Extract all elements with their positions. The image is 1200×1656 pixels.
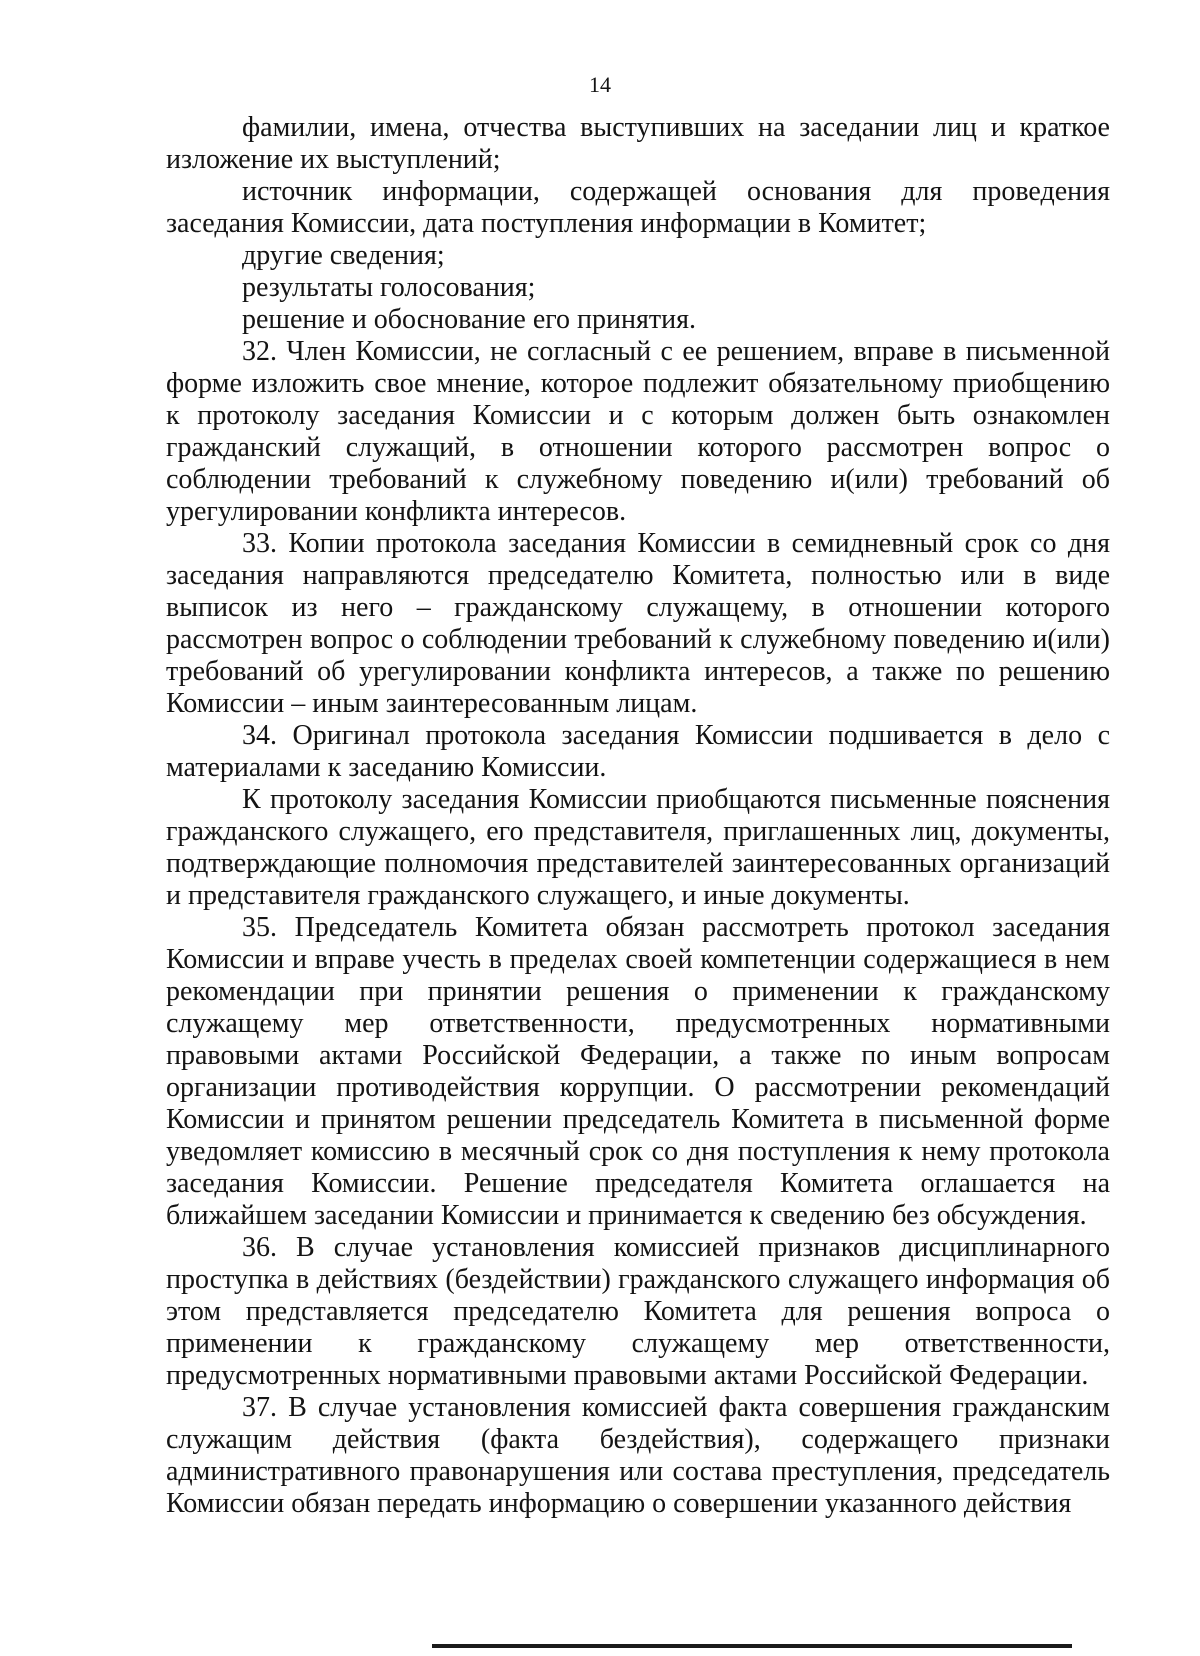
paragraph-decision: решение и обоснование его принятия. bbox=[242, 304, 696, 335]
paragraph-vote-results: результаты голосования; bbox=[242, 272, 536, 303]
document-body bbox=[166, 112, 1110, 1520]
paragraph-item-32: 32. Член Комиссии, не согласный с ее решением, вправе в письменной форме изложить свое мнение, которое подлежит обязательному приобщению к протоколу заседания Комиссии и с которым должен быть ознакомлен гражданский служащий, в отношении которого рассмотрен вопрос о соблюдении требований к служебному поведению и(или) требований об урегулировании конфликта интересов. bbox=[166, 336, 1110, 527]
paragraph-item-33: 33. Копии протокола заседания Комиссии в семидневный срок со дня заседания направляются председателю Комитета, полностью или в виде выписок из него – гражданскому служащему, в отношении которого рассмотрен вопрос о соблюдении требований к служебному поведению и(или) требований об урегулировании конфликта интересов, а также по решению Комиссии – иным заинтересованным лицам. bbox=[166, 528, 1110, 719]
paragraph-other-info: другие сведения; bbox=[242, 240, 445, 271]
paragraph-item-35: 35. Председатель Комитета обязан рассмотреть протокол заседания Комиссии и вправе учесть в пределах своей компетенции содержащиеся в нем рекомендации при принятии решения о применении к гражданскому служащему мер ответственности, предусмотренных нормативными правовыми актами Российской Федерации, а также по иным вопросам организации противодействия коррупции. О рассмотрении рекомендаций Комиссии и принятом решении председатель Комитета в письменной форме уведомляет комиссию в месячный срок со дня поступления к нему протокола заседания Комиссии. Решение председателя Комитета оглашается на ближайшем заседании Комиссии и принимается к сведению без обсуждения. bbox=[166, 912, 1110, 1231]
paragraph-item-37: 37. В случае установления комиссией факта совершения гражданским служащим действия (факта бездействия), содержащего признаки административного правонарушения или состава преступления, председатель Комиссии обязан передать информацию о совершении указанного действия bbox=[166, 1392, 1110, 1519]
bottom-scan-edge bbox=[432, 1644, 1072, 1648]
paragraph-item-36: 36. В случае установления комиссией признаков дисциплинарного проступка в действиях (бездействии) гражданского служащего информация об этом представляется председателю Комитета для решения вопроса о применении к гражданскому служащему мер ответственности, предусмотренных нормативными правовыми актами Российской Федерации. bbox=[166, 1232, 1110, 1391]
paragraph-info-source: источник информации, содержащей основания для проведения заседания Комиссии, дата поступления информации в Комитет; bbox=[166, 176, 1110, 239]
paragraph-speakers: фамилии, имена, отчества выступивших на заседании лиц и краткое изложение их выступлений; bbox=[166, 112, 1110, 175]
paragraph-item-34-attachments: К протоколу заседания Комиссии приобщаются письменные пояснения гражданского служащего, его представителя, приглашенных лиц, документы, подтверждающие полномочия представителей заинтересованных организаций и представителя гражданского служащего, и иные документы. bbox=[166, 784, 1110, 911]
page-number: 14 bbox=[589, 72, 611, 97]
paragraph-item-34: 34. Оригинал протокола заседания Комиссии подшивается в дело с материалами к заседанию Комиссии. bbox=[166, 720, 1110, 783]
